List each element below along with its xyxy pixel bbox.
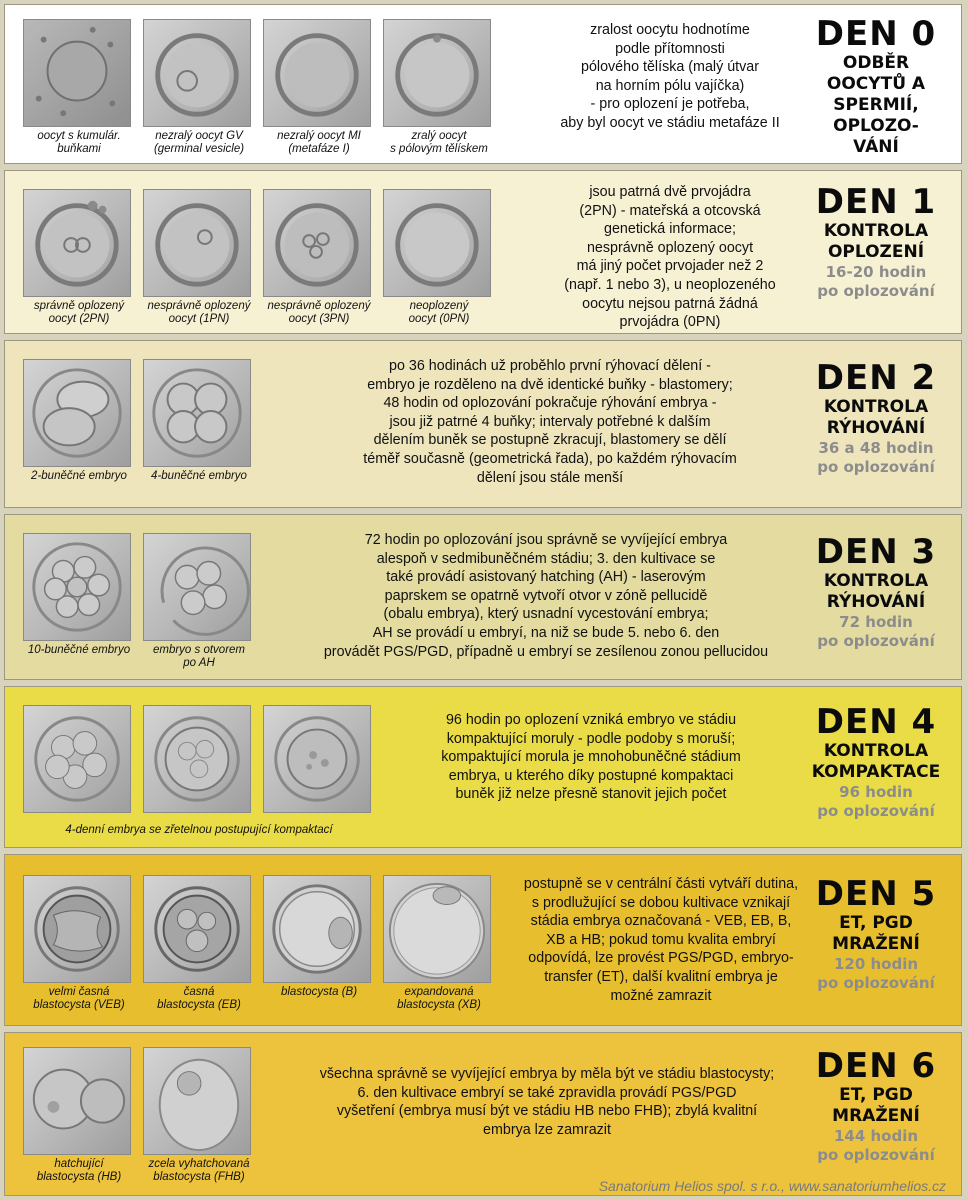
image-caption: 10-buněčné embryo (27, 644, 131, 656)
band-heading (801, 703, 951, 821)
band-title: ET, PGD MRAŽENÍ (832, 1085, 920, 1126)
band-heading (801, 533, 951, 651)
day-label: DEN 4 (815, 702, 937, 742)
band-time: 72 hodin po oplozování (817, 613, 935, 650)
image-cell (23, 875, 135, 1012)
embryo-2cell-icon (23, 359, 131, 467)
image-caption: blastocysta (B) (280, 986, 358, 998)
band-description: všechna správně se vyvíjející embrya by měla být ve stádiu blastocysty; 6. den kultivace embryí se také zpravidla provádí PGS/PGD vyšetření (embrya musí být ve stádiu HB nebo FHB); zbylá kvalitní embrya lze zamrazit (319, 1066, 775, 1138)
image-cell (383, 189, 495, 326)
image-cell (383, 875, 495, 1012)
band-description: 72 hodin po oplozování jsou správně se vyvíjející embrya alespoň v sedmibuněčném stádiu; 3. den kultivace se také provádí asistovaný hatching (AH) - laserovým paprskem se opatrně vytvoří otvor v zóně pellucidě (obalu embrya), který usnadní vycestování embrya; AH se provádí u embryí, na niž se bude 5. nebo 6. den provádět PGS/PGD, případně u embryí se zesílenou zonou pellucidou (323, 532, 769, 660)
image-cell (263, 19, 375, 156)
image-caption: embryo s otvorem po AH (152, 644, 246, 669)
day-label: DEN 0 (815, 14, 937, 54)
image-cell (23, 1047, 135, 1184)
image-cell (263, 875, 375, 999)
zygote-2pn-icon (23, 189, 131, 297)
blastocyst-xb-icon (383, 875, 491, 983)
band-time: 144 hodin po oplozování (817, 1127, 935, 1164)
image-caption: časná blastocysta (EB) (157, 986, 241, 1011)
image-cell (23, 705, 135, 813)
oocyte-0pn-icon (383, 189, 491, 297)
blastocyst-veb-icon (23, 875, 131, 983)
blastocyst-hb-icon (23, 1047, 131, 1155)
oocyte-cumulus-icon (23, 19, 131, 127)
morula-mid-icon (143, 705, 251, 813)
day-label: DEN 2 (815, 358, 937, 398)
band-time: 120 hodin po oplozování (817, 955, 935, 992)
band-title: ODBĚR OOCYTŮ A SPERMIÍ, OPLOZO- VÁNÍ (826, 53, 926, 157)
footer-credit: Sanatorium Helios spol. s r.o., www.sanatoriumhelios.cz (598, 1178, 946, 1194)
band-time: 16-20 hodin po oplozování (817, 263, 935, 300)
zygote-1pn-icon (143, 189, 251, 297)
image-cell (143, 875, 255, 1012)
band-den-6 (4, 1032, 962, 1196)
image-caption: nezralý oocyt MI (metafáze I) (277, 130, 361, 155)
image-cell (263, 189, 375, 326)
band-description: 96 hodin po oplození vzniká embryo ve stádiu kompaktující moruly - podle podoby s moruší; kompaktující morula je mnohobuněčné stádium embrya, u kterého díky postupné kompaktaci buněk již nelze přesně stanovit jejich počet (441, 712, 741, 803)
image-cell (23, 533, 135, 657)
blastocyst-eb-icon (143, 875, 251, 983)
image-caption: nesprávně oplozený oocyt (3PN) (267, 300, 371, 325)
band-den-3 (4, 514, 962, 680)
morula-compact-icon (263, 705, 371, 813)
band-den-2 (4, 340, 962, 508)
band-title: ET, PGD MRAŽENÍ (832, 913, 920, 954)
image-caption: 4-buněčné embryo (151, 470, 247, 482)
zygote-3pn-icon (263, 189, 371, 297)
band-description: zralost oocytu hodnotíme podle přítomnosti pólového tělíska (malý útvar na horním pólu vajíčka) - pro oplození je potřeba, aby byl oocyt ve stádiu metafáze II (560, 22, 780, 131)
oocyte-mi-icon (263, 19, 371, 127)
image-caption: 2-buněčné embryo (31, 470, 127, 482)
band-den-4 (4, 686, 962, 848)
image-caption: 4-denní embrya se zřetelnou postupující kompaktací (65, 824, 333, 836)
image-caption: správně oplozený oocyt (2PN) (33, 300, 125, 325)
image-cell (23, 19, 135, 156)
day-label: DEN 1 (815, 182, 937, 222)
image-cell (383, 19, 495, 156)
image-cell (143, 189, 255, 326)
band-time: 36 a 48 hodin po oplozování (817, 439, 935, 476)
image-cell (143, 705, 255, 813)
image-caption: neoplozený oocyt (0PN) (408, 300, 470, 325)
band-den-0 (4, 4, 962, 164)
morula-early-icon (23, 705, 131, 813)
image-cell (263, 705, 375, 813)
image-caption: nezralý oocyt GV (germinal vesicle) (153, 130, 245, 155)
band-time: 96 hodin po oplozování (817, 783, 935, 820)
band-heading (801, 359, 951, 477)
day-label: DEN 6 (815, 1046, 937, 1086)
image-caption: expandovaná blastocysta (XB) (397, 986, 481, 1011)
day-label: DEN 5 (815, 874, 937, 914)
band-den-1 (4, 170, 962, 334)
image-cell (143, 1047, 255, 1184)
image-caption: zralý oocyt s pólovým tělískem (390, 130, 488, 155)
image-caption: nesprávně oplozený oocyt (1PN) (147, 300, 251, 325)
image-caption: hatchující blastocysta (HB) (36, 1158, 122, 1183)
embryo-ah-icon (143, 533, 251, 641)
band-title: KONTROLA OPLOZENÍ (823, 221, 929, 262)
band-den-5 (4, 854, 962, 1026)
band-heading (801, 875, 951, 993)
blastocyst-b-icon (263, 875, 371, 983)
oocyte-gv-icon (143, 19, 251, 127)
image-caption: zcela vyhatchovaná blastocysta (FHB) (148, 1158, 250, 1183)
blastocyst-fhb-icon (143, 1047, 251, 1155)
band-title: KONTROLA KOMPAKTACE (811, 741, 941, 782)
band-description: po 36 hodinách už proběhlo první rýhovací dělení - embryo je rozděleno na dvě identické buňky - blastomery; 48 hodin od oplozování pokračuje rýhování embrya - jsou již patrné 4 buňky; intervaly potřebné k dalším dělením buněk se postupně zkracují, blastomery se dělí téměř současně (geometrická řada), po každém rýhovacím dělení jsou stále menší (363, 358, 737, 486)
band-heading (801, 183, 951, 301)
band-title: KONTROLA RÝHOVÁNÍ (823, 571, 929, 612)
band-description: postupně se v centrální části vytváří dutina, s prodlužující se dobou kultivace vznikají stádia embrya označovaná - VEB, EB, B, XB a HB; pokud tomu kvalita embryí odpovídá, lze provést PGS/PGD, embryo- transfer (ET), další kvalitní embrya je možné zamrazit (523, 876, 799, 1004)
image-caption: oocyt s kumulár. buňkami (37, 130, 121, 155)
image-cell (143, 533, 255, 670)
band-description: jsou patrná dvě prvojádra (2PN) - mateřská a otcovská genetická informace; nesprávně oplozený oocyt má jiný počet prvojader než 2 (např. 1 nebo 3), u neoplozeného oocytu nejsou patrná žádná prvojádra (0PN) (564, 184, 776, 331)
day-label: DEN 3 (815, 532, 937, 572)
image-caption: velmi časná blastocysta (VEB) (33, 986, 125, 1011)
embryo-4cell-icon (143, 359, 251, 467)
image-cell (143, 359, 255, 483)
embryo-10cell-icon (23, 533, 131, 641)
band-heading (801, 15, 951, 158)
band-heading (801, 1047, 951, 1165)
oocyte-mature-icon (383, 19, 491, 127)
image-cell (143, 19, 255, 156)
image-cell (23, 359, 135, 483)
image-cell (23, 189, 135, 326)
band-title: KONTROLA RÝHOVÁNÍ (823, 397, 929, 438)
